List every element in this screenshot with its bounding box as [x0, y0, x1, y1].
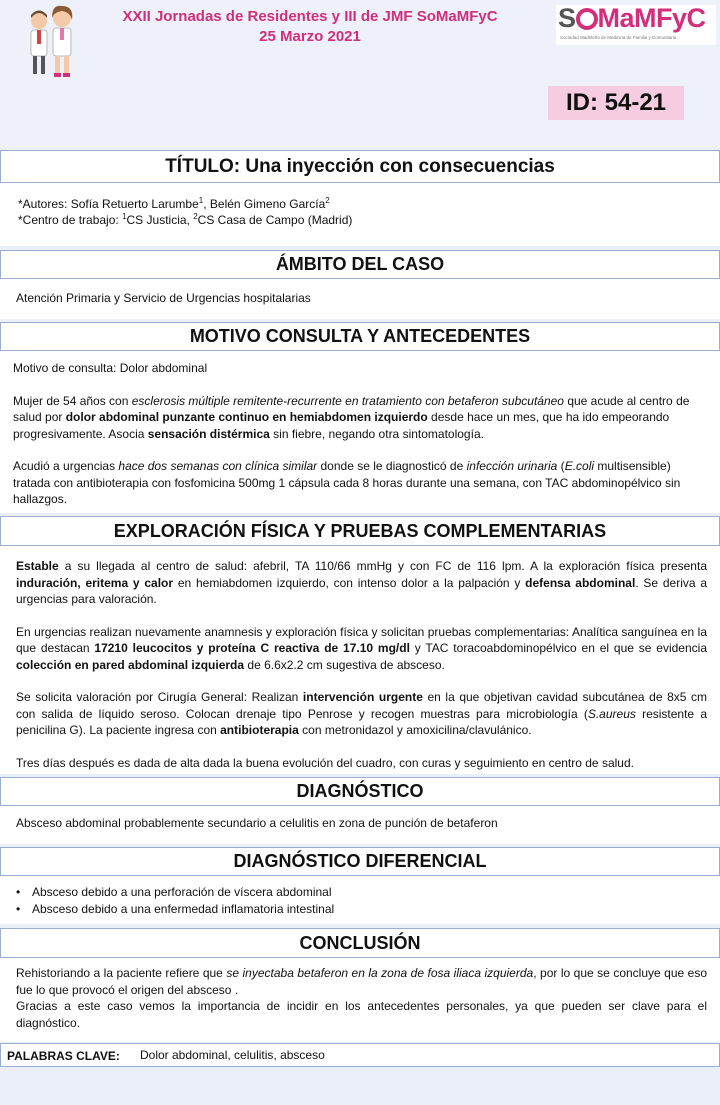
case-title: TÍTULO: Una inyección con consecuencias — [0, 150, 720, 183]
motivo-paragraph-2: Acudió a urgencias hace dos semanas con clínica similar donde se le diagnosticó de infección urinaria (E.coli multisensible) tratada con antibioterapia con fosfomicina 500mg 1 cápsula cada 8 horas durante una semana, con TAC abdominopélvico sin hallazgos. — [13, 459, 681, 506]
case-id-badge: ID: 54-21 — [548, 86, 684, 120]
keywords-value: Dolor abdominal, celulitis, absceso — [140, 1048, 325, 1062]
motivo-heading: MOTIVO CONSULTA Y ANTECEDENTES — [0, 322, 720, 351]
motivo-section — [0, 351, 720, 513]
diagnostico-text: Absceso abdominal probablemente secundario a celulitis en zona de punción de betaferon — [16, 816, 498, 830]
authors-line: *Autores: Sofía Retuerto Larumbe$^1$, Belén Gimeno García$^2$ — [18, 196, 330, 211]
exploracion-paragraph-1: Estable a su llegada al centro de salud: afebril, TA 110/66 mmHg y con FC de 116 lpm. A la exploración física presenta induración, eritema y calor en hemiabdomen izquierdo, con intenso dolor a la palpación y defensa abdominal. Se deriva a urgencias para valoración. — [16, 559, 708, 606]
logo-letter-s: S — [558, 3, 576, 33]
keywords-bar — [0, 1043, 720, 1067]
exploracion-heading: EXPLORACIÓN FÍSICA Y PRUEBAS COMPLEMENTARIAS — [0, 516, 720, 546]
conference-date: 25 Marzo 2021 — [259, 28, 361, 45]
conference-title — [110, 7, 510, 47]
exploracion-paragraph-3: Se solicita valoración por Cirugía General: Realizan intervención urgente en la que objetivan cavidad subcutánea de 8x5 cm con salida de líquido seroso. Colocan drenaje tipo Penrose y recogen muestras para microbiología (S.aureus resistente a penicilina G). La paciente ingresa con antibioterapia con metronidazol y amoxicilina/clavulánico. — [16, 690, 708, 737]
diagnostico-heading: DIAGNÓSTICO — [0, 777, 720, 806]
list-item: • Absceso debido a una enfermedad inflamatoria intestinal — [16, 901, 335, 916]
ambito-section — [0, 279, 720, 319]
logo-subtitle: Sociedad Madrileña de Medicina de Familia y Comunitaria — [560, 35, 677, 40]
logo-wordmark — [558, 3, 706, 34]
logo-circle-icon — [576, 8, 598, 30]
poster-header — [0, 0, 720, 148]
exploracion-section — [0, 546, 720, 774]
exploracion-paragraph-4: Tres días después es dada de alta dada la buena evolución del cuadro, con curas y seguimiento en centro de salud. — [16, 755, 634, 770]
keywords-label: PALABRAS CLAVE: — [7, 1049, 120, 1063]
conclusion-heading: CONCLUSIÓN — [0, 928, 720, 958]
conclusion-paragraph-1: Rehistoriando a la paciente refiere que se inyectaba betaferon en la zona de fosa iliaca izquierda, por lo que se concluye que eso fue lo que provocó el origen del absceso . — [16, 966, 708, 997]
authors-block — [0, 183, 720, 246]
motivo-consulta: Motivo de consulta: Dolor abdominal — [13, 361, 208, 375]
motivo-paragraph-1: Mujer de 54 años con esclerosis múltiple remitente-recurrente en tratamiento con betaferon subcutáneo que acude al centro de salud por dolor abdominal punzante continuo en hemiabdomen izquierdo desde hace un mes, que ha ido empeorando progresivamente. Asocia sensación distérmica sin fiebre, negando otra sintomatología. — [13, 393, 690, 441]
list-item: • Absceso debido a una perforación de víscera abdominal — [16, 885, 332, 899]
diagnostico-section — [0, 806, 720, 844]
diferencial-heading: DIAGNÓSTICO DIFERENCIAL — [0, 847, 720, 876]
conclusion-section — [0, 958, 720, 1042]
doctors-illustration — [22, 4, 82, 80]
exploracion-paragraph-2: En urgencias realizan nuevamente anamnesis y exploración física y solicitan pruebas complementarias: Analítica sanguínea en la que destacan 17210 leucocitos y proteína C reactiva de 17.10 mg/dl y TAC toracoabdominopélvico en el que se evidencia colección en pared abdominal izquierda de 6.6x2.2 cm sugestiva de absceso. — [16, 624, 707, 672]
conclusion-paragraph-2: Gracias a este caso vemos la importancia de incidir en los antecedentes personales, ya que pueden ser clave para el diagnóstico. — [16, 999, 707, 1030]
ambito-text: Atención Primaria y Servicio de Urgencias hospitalarias — [16, 291, 311, 305]
logo-letters: MaMFyC — [597, 3, 706, 33]
diferencial-list — [16, 884, 334, 917]
workplace-line: *Centro de trabajo: $^1$CS Justicia, $^2$CS Casa de Campo (Madrid) — [18, 212, 353, 227]
ambito-heading: ÁMBITO DEL CASO — [0, 250, 720, 279]
conference-title-line1: XXII Jornadas de Residentes y III de JMF SoMaMFyC — [122, 8, 498, 25]
somamfyc-logo — [556, 5, 716, 45]
diferencial-section — [0, 876, 720, 924]
